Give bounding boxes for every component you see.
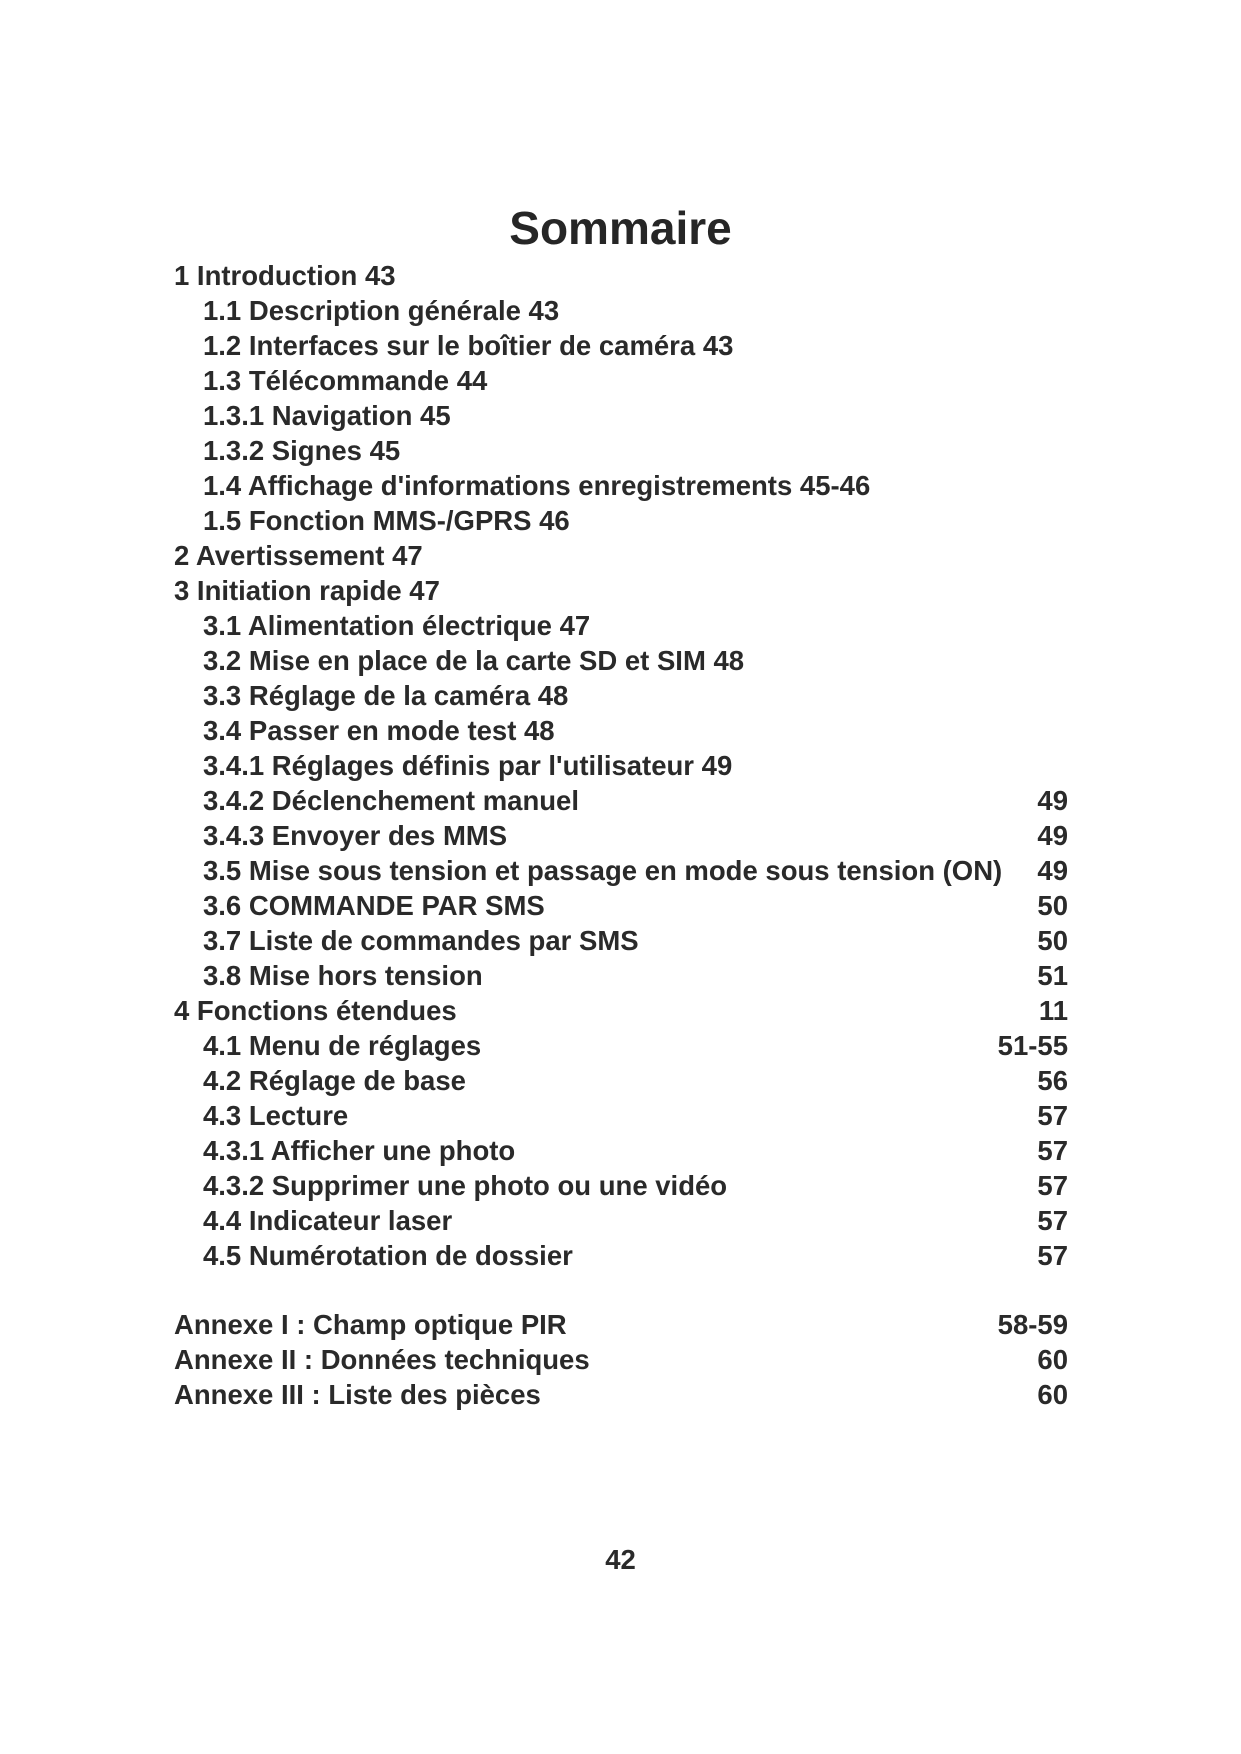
toc-entry-label: 3 Initiation rapide 47	[174, 575, 440, 606]
toc-entry-3[interactable]	[174, 573, 1068, 608]
toc-entry-label: Annexe I : Champ optique PIR	[174, 1309, 567, 1340]
toc-entry-1-3-2[interactable]	[174, 433, 1068, 468]
toc-entry-label: 3.1 Alimentation électrique 47	[203, 610, 591, 641]
toc-entry-3-1[interactable]	[174, 608, 1068, 643]
toc-entry-page: 51-55	[997, 1030, 1068, 1061]
toc-entry-1-5[interactable]	[174, 503, 1068, 538]
toc-entry-label: 1.3.2 Signes 45	[203, 435, 401, 466]
toc-entry-page: 60	[1037, 1344, 1068, 1375]
toc-entry-page: 60	[1037, 1379, 1068, 1410]
toc-entry-page: 57	[1037, 1135, 1068, 1166]
toc-entry-label: 1.3.1 Navigation 45	[203, 400, 451, 431]
toc-entry-4-3-1[interactable]	[174, 1133, 1068, 1168]
toc-entry-3-5[interactable]	[174, 853, 1068, 888]
toc-entry-label: 4.1 Menu de réglages	[203, 1030, 482, 1061]
toc-entry-page: 49	[1037, 785, 1068, 816]
toc-entry-label: 1.2 Interfaces sur le boîtier de caméra 43	[203, 330, 734, 361]
toc-entry-page: 57	[1037, 1100, 1068, 1131]
toc-entry-label: 3.4.2 Déclenchement manuel	[203, 785, 579, 816]
toc-entry-label: 3.4 Passer en mode test 48	[203, 715, 555, 746]
toc-entry-3-4-1[interactable]	[174, 748, 1068, 783]
toc-entry-4-2[interactable]	[174, 1063, 1068, 1098]
toc-entry-label: 4.3 Lecture	[203, 1100, 349, 1131]
spacer	[174, 1273, 1068, 1307]
toc-entry-page: 11	[1038, 995, 1068, 1026]
toc-entry-1-4[interactable]	[174, 468, 1068, 503]
toc-entry-page: 50	[1037, 925, 1068, 956]
toc-entry-3-8[interactable]	[174, 958, 1068, 993]
toc-entry-label: 3.7 Liste de commandes par SMS	[203, 925, 639, 956]
toc-entry-1-3[interactable]	[174, 363, 1068, 398]
page-number: 42	[605, 1544, 636, 1575]
toc-entry-label: 4.5 Numérotation de dossier	[203, 1240, 573, 1271]
toc-entry-4[interactable]	[174, 993, 1068, 1028]
toc-entry-label: 3.2 Mise en place de la carte SD et SIM 48	[203, 645, 745, 676]
toc-entry-label: Annexe III : Liste des pièces	[174, 1379, 541, 1410]
toc-entry-label: 1.4 Affichage d'informations enregistrements 45-46	[203, 470, 871, 501]
table-of-contents	[174, 258, 1068, 1412]
toc-entry-page: 58-59	[997, 1309, 1068, 1340]
toc-entry-label: Annexe II : Données techniques	[174, 1344, 590, 1375]
toc-entry-page: 49	[1037, 820, 1068, 851]
toc-entry-3-2[interactable]	[174, 643, 1068, 678]
toc-entry-label: 1 Introduction 43	[174, 260, 396, 291]
toc-entry-label: 3.6 COMMANDE PAR SMS	[203, 890, 545, 921]
toc-annex-1[interactable]	[174, 1307, 1068, 1342]
toc-entry-1[interactable]	[174, 258, 1068, 293]
page-title: Sommaire	[509, 202, 732, 254]
toc-entry-3-3[interactable]	[174, 678, 1068, 713]
toc-entry-label: 3.5 Mise sous tension et passage en mode sous tension (ON)	[203, 855, 1003, 886]
toc-entry-2[interactable]	[174, 538, 1068, 573]
toc-entry-4-1[interactable]	[174, 1028, 1068, 1063]
toc-entry-label: 4.4 Indicateur laser	[203, 1205, 453, 1236]
toc-entry-page: 57	[1037, 1205, 1068, 1236]
toc-entry-4-3[interactable]	[174, 1098, 1068, 1133]
toc-entry-page: 57	[1037, 1170, 1068, 1201]
toc-entry-label: 3.4.3 Envoyer des MMS	[203, 820, 508, 851]
toc-entry-label: 3.3 Réglage de la caméra 48	[203, 680, 569, 711]
toc-entry-1-2[interactable]	[174, 328, 1068, 363]
toc-entry-3-4-2[interactable]	[174, 783, 1068, 818]
toc-entry-label: 1.1 Description générale 43	[203, 295, 560, 326]
toc-entry-label: 4.3.1 Afficher une photo	[203, 1135, 516, 1166]
toc-entry-label: 4 Fonctions étendues	[174, 995, 457, 1026]
toc-entry-label: 1.5 Fonction MMS-/GPRS 46	[203, 505, 570, 536]
toc-entry-3-4[interactable]	[174, 713, 1068, 748]
toc-entry-page: 51	[1037, 960, 1068, 991]
toc-entry-4-3-2[interactable]	[174, 1168, 1068, 1203]
toc-entry-label: 1.3 Télécommande 44	[203, 365, 488, 396]
toc-entry-label: 3.4.1 Réglages définis par l'utilisateur 49	[203, 750, 733, 781]
toc-entry-label: 3.8 Mise hors tension	[203, 960, 483, 991]
toc-entry-label: 4.3.2 Supprimer une photo ou une vidéo	[203, 1170, 728, 1201]
toc-entry-label: 4.2 Réglage de base	[203, 1065, 466, 1096]
toc-entry-3-7[interactable]	[174, 923, 1068, 958]
toc-entry-3-6[interactable]	[174, 888, 1068, 923]
toc-entry-1-3-1[interactable]	[174, 398, 1068, 433]
toc-entry-label: 2 Avertissement 47	[174, 540, 423, 571]
toc-annex-3[interactable]	[174, 1377, 1068, 1412]
toc-annex-2[interactable]	[174, 1342, 1068, 1377]
toc-entry-4-4[interactable]	[174, 1203, 1068, 1238]
toc-entry-page: 50	[1037, 890, 1068, 921]
toc-entry-1-1[interactable]	[174, 293, 1068, 328]
toc-entry-page: 56	[1037, 1065, 1068, 1096]
toc-entry-page: 57	[1037, 1240, 1068, 1271]
toc-entry-3-4-3[interactable]	[174, 818, 1068, 853]
toc-entry-page: 49	[1037, 855, 1068, 886]
toc-entry-4-5[interactable]	[174, 1238, 1068, 1273]
